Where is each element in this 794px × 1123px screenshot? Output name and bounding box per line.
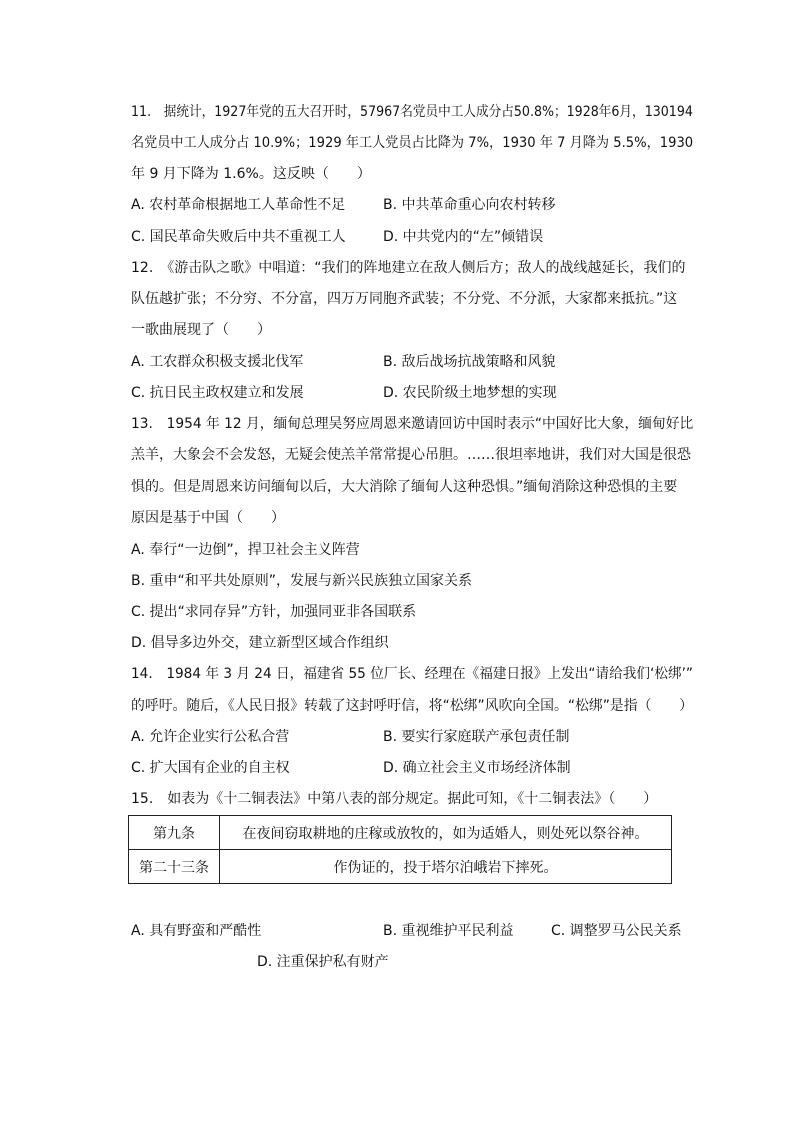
q15-stem-line-1: 15. 如表为《十二铜表法》中第八表的部分规定。据此可知，《十二铜表法》（ ） — [131, 791, 658, 807]
table-cell-content: 在夜间窃取耕地的庄稼或放牧的，如为适婚人，则处死以祭谷神。 — [220, 816, 672, 850]
q12-stem-line-1: 12. 《游击队之歌》中唱道：“我们的阵地建立在敌人侧后方；敌人的战线越延长，我们的 — [131, 260, 686, 276]
q14-option-d[interactable]: D. 确立社会主义市场经济体制 — [383, 760, 571, 776]
q14-stem-line-1: 14. 1984 年 3 月 24 日，福建省 55 位厂长、经理在《福建日报》上发出“请给我们‘松绑’” — [131, 666, 693, 682]
q11-stem-line-3: 年 9 月下降为 1.6%。这反映（ ） — [131, 166, 371, 182]
q14-option-c[interactable]: C. 扩大国有企业的自主权 — [131, 760, 290, 776]
q12-stem-line-2: 队伍越扩张；不分穷、不分富，四万万同胞齐武装；不分党、不分派，大家都来抵抗。”这 — [131, 291, 678, 307]
q14-stem-line-2: 的呼吁。随后，《人民日报》转载了这封呼吁信，将“松绑”风吹向全国。“松绑”是指（ ） — [131, 698, 693, 714]
q11-option-b[interactable]: B. 中共革命重心向农村转移 — [383, 197, 556, 213]
q11-stem-line-2: 名党员中工人成分占 10.9%；1929 年工人党员占比降为 7%，1930 年 7 月降为 5.5%，1930 — [131, 135, 694, 151]
q11-option-a[interactable]: A. 农村革命根据地工人革命性不足 — [131, 197, 346, 213]
q13-stem-line-4: 原因是基于中国（ ） — [131, 510, 285, 526]
q13-option-d[interactable]: D. 倡导多边外交，建立新型区域合作组织 — [131, 635, 389, 651]
table-row — [129, 816, 672, 850]
q15-option-d[interactable]: D. 注重保护私有财产 — [257, 954, 389, 970]
q14-option-a[interactable]: A. 允许企业实行公私合营 — [131, 729, 290, 745]
q13-option-a[interactable]: A. 奉行“一边倒”，捍卫社会主义阵营 — [131, 542, 360, 558]
q11-option-d[interactable]: D. 中共党内的“左”倾错误 — [383, 229, 544, 245]
q15-option-c[interactable]: C. 调整罗马公民关系 — [551, 923, 682, 939]
q13-option-c[interactable]: C. 提出“求同存异”方针，加强同亚非各国联系 — [131, 604, 417, 620]
q14-option-b[interactable]: B. 要实行家庭联产承包责任制 — [383, 729, 570, 745]
q13-option-b[interactable]: B. 重申“和平共处原则”，发展与新兴民族独立国家关系 — [131, 573, 473, 589]
q12-stem-line-3: 一歌曲展现了（ ） — [131, 322, 271, 338]
table-row — [129, 850, 672, 884]
q13-stem-line-3: 惧的。但是周恩来访问缅甸以后，大大消除了缅甸人这种恐惧。”缅甸消除这种恐惧的主要 — [131, 479, 678, 495]
q15-option-a[interactable]: A. 具有野蛮和严酷性 — [131, 923, 262, 939]
q13-stem-line-2: 羔羊，大象会不会发怒，无疑会使羔羊常常提心吊胆。……很坦率地讲，我们对大国是很恐 — [131, 447, 691, 463]
q13-stem-line-1: 13. 1954 年 12 月，缅甸总理吴努应周恩来邀请回访中国时表示“中国好比大象，缅甸好比 — [131, 416, 694, 432]
table-cell-article: 第九条 — [129, 816, 220, 850]
table-cell-content: 作伪证的，投于塔尔泊峨岩下摔死。 — [220, 850, 672, 884]
q12-option-a[interactable]: A. 工农群众积极支援北伐军 — [131, 354, 304, 370]
q12-option-b[interactable]: B. 敌后战场抗战策略和风貌 — [383, 354, 556, 370]
q11-option-c[interactable]: C. 国民革命失败后中共不重视工人 — [131, 229, 346, 245]
q15-option-b[interactable]: B. 重视维护平民利益 — [383, 923, 514, 939]
q11-stem-line-1: 11. 据统计，1927年党的五大召开时，57967名党员中工人成分占50.8%；1928年6月，130194 — [131, 104, 693, 120]
q12-option-d[interactable]: D. 农民阶级土地梦想的实现 — [383, 385, 557, 401]
law-table — [128, 815, 672, 884]
q12-option-c[interactable]: C. 抗日民主政权建立和发展 — [131, 385, 304, 401]
table-cell-article: 第二十三条 — [129, 850, 220, 884]
